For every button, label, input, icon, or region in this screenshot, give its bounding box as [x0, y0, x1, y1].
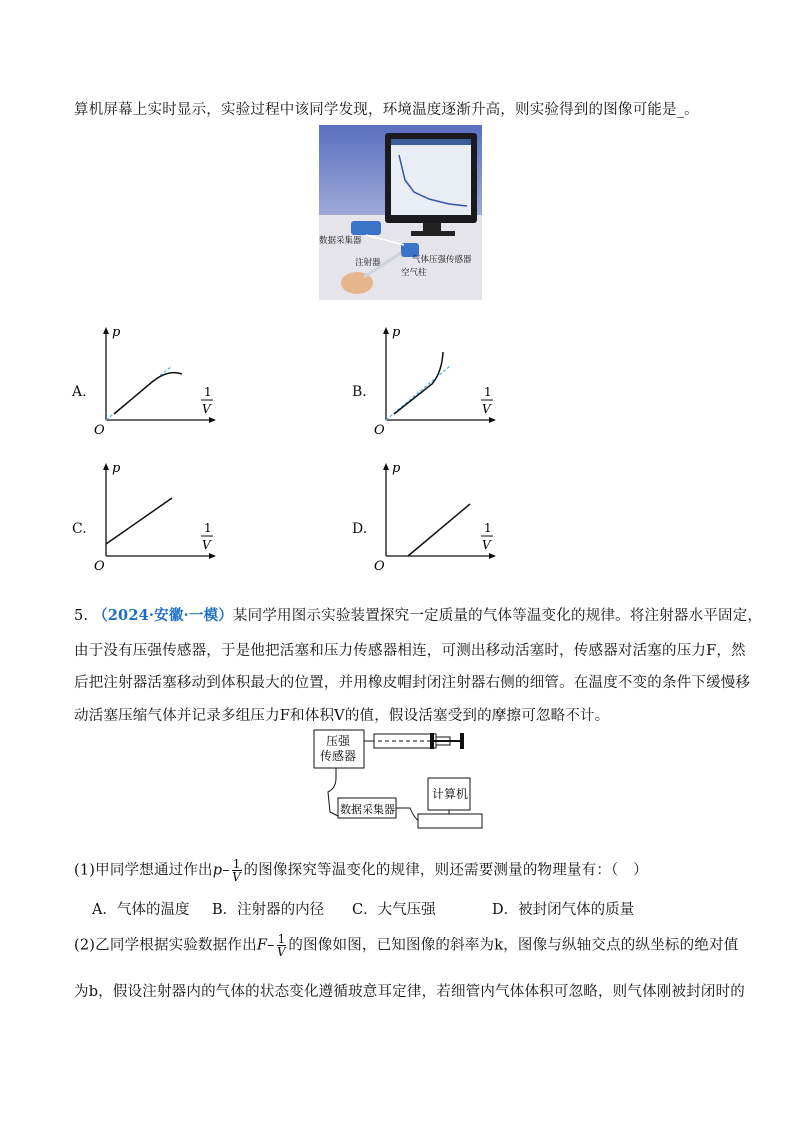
sub2-prefix: (2)乙同学根据实验数据作出: [74, 937, 257, 954]
sub1-choice-d: D．被封闭气体的质量: [492, 902, 635, 918]
sub1-fraction: [232, 858, 242, 883]
sub1-choice-a: A．气体的温度: [92, 902, 190, 918]
q5-tag: （2024·安徽·一模）: [93, 607, 233, 624]
sub2-var: F: [256, 937, 268, 954]
option-b-label: B.: [352, 384, 367, 400]
graph-c-x-num: 1: [204, 521, 212, 535]
graph-c-y-label: p: [112, 461, 121, 476]
option-d-label: D.: [352, 521, 368, 537]
graph-c: [92, 458, 222, 573]
sub1-line: (1)甲同学想通过作出p– $\frac{1}{V}$ 的图像探究等温变化的规律，则还需要测量的物理量有：（ ）: [74, 857, 648, 884]
sensor-label-1: 压强: [326, 734, 351, 748]
sub1-suffix: 的图像探究等温变化的规律，则还需要测量的物理量有：（ ）: [243, 862, 648, 879]
graph-b-x-den: V: [482, 402, 491, 416]
photo-label-aircolumn: 空气柱: [401, 268, 427, 278]
graph-d-x-num: 1: [484, 521, 492, 535]
sub2-frac-den: V: [277, 945, 286, 959]
sub2-fraction: [277, 933, 287, 958]
graph-a-x-den: V: [202, 402, 211, 416]
sub1-prefix: (1)甲同学想通过作出: [74, 862, 213, 879]
apparatus-photo: [319, 125, 482, 300]
graph-a: [92, 322, 222, 437]
q5-line-2: 由于没有压强传感器，于是他把活塞和压力传感器相连，可测出移动活塞时，传感器对活塞的压力F，然: [74, 643, 746, 659]
graph-c-origin: O: [94, 559, 105, 573]
sub1-choice-c: C．大气压强: [352, 902, 436, 918]
option-c-label: C.: [72, 521, 87, 537]
apparatus-diagram: [310, 728, 490, 834]
sub2-suffix: 的图像如图，已知图像的斜率为k，图像与纵轴交点的纵坐标的绝对值: [288, 937, 739, 954]
photo-label-sensor: 气体压强传感器: [412, 255, 472, 265]
sub1-var: p: [212, 862, 223, 879]
q5-line-1: [74, 604, 762, 625]
q5-text-1: 某同学用图示实验装置探究一定质量的气体等温变化的规律。将注射器水平固定，: [232, 608, 763, 624]
graph-d: [372, 458, 502, 573]
graph-b-origin: O: [374, 423, 385, 437]
graph-d-y-label: p: [392, 461, 401, 476]
collector-label: 数据采集器: [340, 803, 395, 816]
sub1-frac-num: 1: [232, 857, 241, 871]
sub1-frac-den: V: [232, 870, 242, 884]
photo-label-collector: 数据采集器: [319, 236, 362, 246]
intro-line: 算机屏幕上实时显示，实验过程中该同学发现，环境温度逐渐升高，则实验得到的图像可能是_。: [74, 102, 699, 118]
sensor-label-2: 传感器: [320, 749, 357, 763]
computer-label: 计算机: [432, 787, 469, 801]
sub1-choice-b: B．注射器的内径: [212, 902, 325, 918]
sub2-line: (2)乙同学根据实验数据作出F– $\frac{1}{V}$ 的图像如图，已知图像的斜率为k，图像与纵轴交点的纵坐标的绝对值: [74, 932, 739, 959]
graph-b-x-num: 1: [484, 385, 492, 399]
q5-line-3: 后把注射器活塞移动到体积最大的位置，并用橡皮帽封闭注射器右侧的细管。在温度不变的条件下缓慢移: [74, 675, 751, 691]
graph-d-origin: O: [374, 559, 385, 573]
q5-line-4: 动活塞压缩气体并记录多组压力F和体积V的值，假设活塞受到的摩擦可忽略不计。: [74, 708, 610, 724]
graph-c-x-den: V: [202, 538, 211, 552]
graph-b: [372, 322, 502, 437]
photo-label-syringe: 注射器: [355, 258, 381, 268]
graph-a-origin: O: [94, 423, 105, 437]
sub2-line-2: 为b，假设注射器内的气体的状态变化遵循玻意耳定律，若细管内气体体积可忽略，则气体刚被封闭时的: [74, 984, 745, 1000]
graph-b-y-label: p: [392, 325, 401, 340]
sub2-frac-num: 1: [277, 932, 286, 946]
graph-a-y-label: p: [112, 325, 121, 340]
q5-number: 5.: [74, 608, 89, 624]
graph-a-x-num: 1: [204, 385, 212, 399]
option-a-label: A.: [72, 384, 87, 400]
graph-d-x-den: V: [482, 538, 491, 552]
